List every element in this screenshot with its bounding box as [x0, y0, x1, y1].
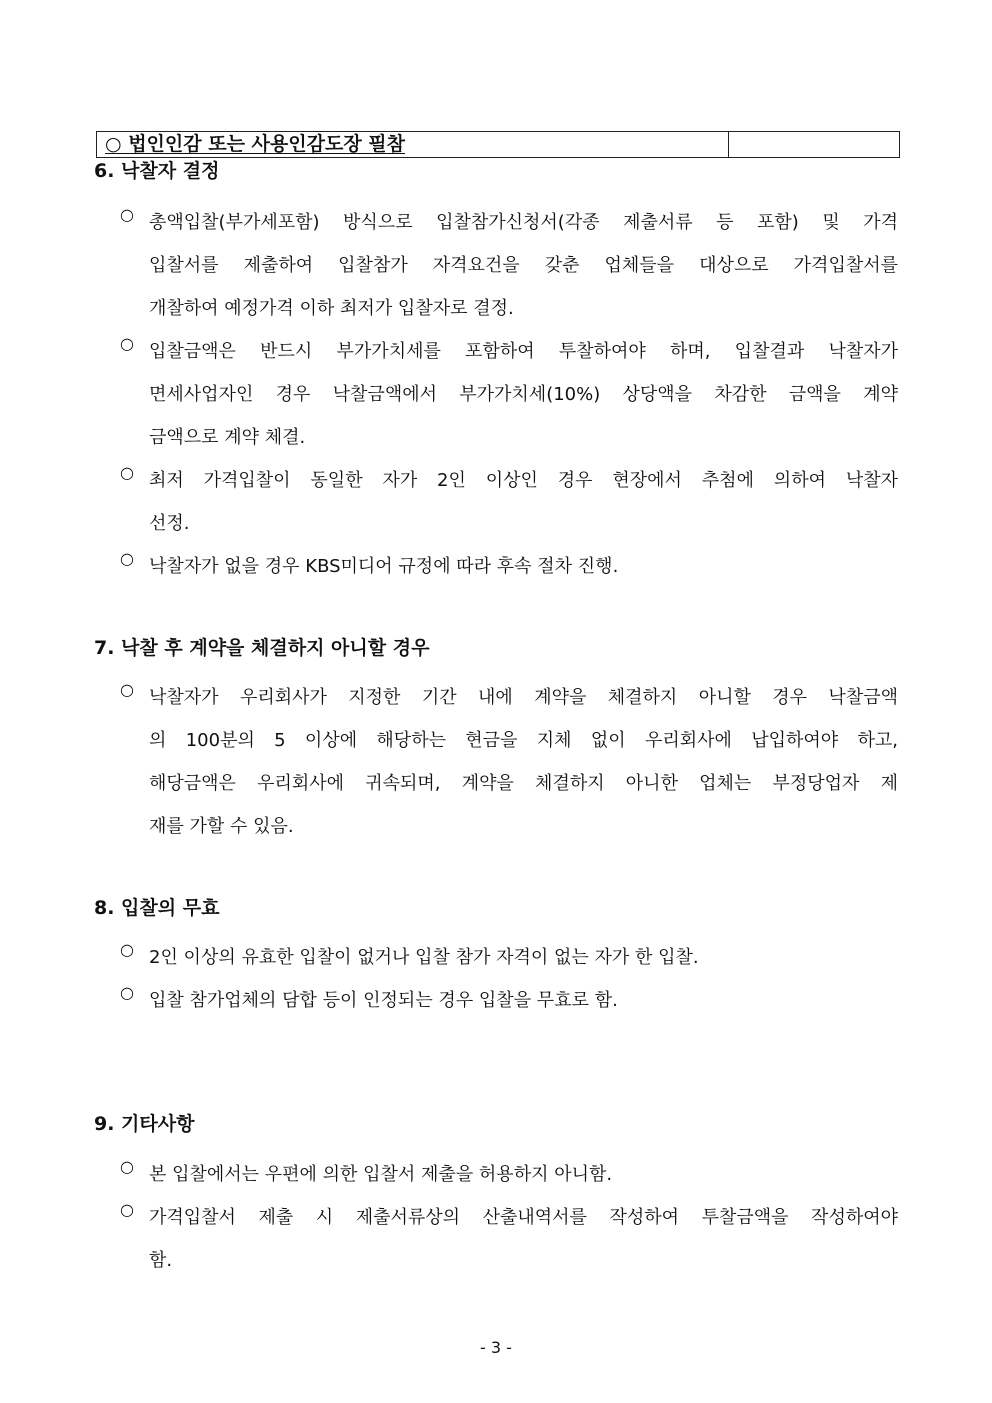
section-9-bullet-2	[120, 1196, 900, 1282]
section-9-bullet-1	[120, 1153, 900, 1196]
bullet-text	[149, 936, 898, 979]
bullet-line: 가격입찰서 제출 시 제출서류상의 산출내역서를 작성하여 투찰금액을 작성하여야	[149, 1207, 898, 1228]
requirement-table	[96, 131, 900, 158]
bullet-text	[149, 1196, 898, 1282]
bullet-line: 금액으로 계약 체결.	[149, 427, 306, 448]
bullet-mark: ○	[120, 334, 134, 353]
section-8-bullet-1	[120, 936, 900, 979]
bullet-line: 해당금액은 우리회사에 귀속되며, 계약을 체결하지 아니한 업체는 부정당업자 제	[149, 773, 898, 794]
section-8-bullet-2	[120, 979, 900, 1022]
bullet-line: 입찰서를 제출하여 입찰참가 자격요건을 갖춘 업체들을 대상으로 가격입찰서를	[149, 255, 898, 276]
bullet-line: 면세사업자인 경우 낙찰금액에서 부가가치세(10%) 상당액을 차감한 금액을 계약	[149, 384, 898, 405]
section-7-bullet-1	[120, 676, 900, 848]
bullet-mark: ○	[120, 205, 134, 224]
section-7-heading: 7. 낙찰 후 계약을 체결하지 아니할 경우	[94, 637, 430, 659]
bullet-text	[149, 1153, 898, 1196]
bullet-mark: ○	[120, 940, 134, 959]
bullet-line: 의 100분의 5 이상에 해당하는 현금을 지체 없이 우리회사에 납입하여야 하고,	[149, 730, 898, 751]
bullet-mark: ○	[120, 549, 134, 568]
bullet-mark: ○	[120, 680, 134, 699]
bullet-mark: ○	[120, 463, 134, 482]
bullet-line: 낙찰자가 없을 경우 KBS미디어 규정에 따라 후속 절차 진행.	[149, 556, 619, 577]
section-6-bullet-1	[120, 201, 900, 330]
section-6-bullet-3	[120, 459, 900, 545]
bullet-mark: ○	[120, 1200, 134, 1219]
bullet-text	[149, 330, 898, 459]
bullet-line: 최저 가격입찰이 동일한 자가 2인 이상인 경우 현장에서 추첨에 의하여 낙찰자	[149, 470, 898, 491]
bullet-text	[149, 545, 898, 588]
bullet-mark: ○	[120, 1157, 134, 1176]
bullet-line: 총액입찰(부가세포함) 방식으로 입찰참가신청서(각종 제출서류 등 포함) 및 가격	[149, 212, 898, 233]
bullet-text	[149, 459, 898, 545]
bullet-line: 선정.	[149, 513, 190, 534]
bullet-text	[149, 676, 898, 848]
bullet-text	[149, 201, 898, 330]
requirement-text: ○ 법인인감 또는 사용인감도장 필참	[105, 133, 405, 155]
section-9-heading: 9. 기타사항	[94, 1113, 195, 1135]
bullet-line: 입찰금액은 반드시 부가가치세를 포함하여 투찰하여야 하며, 입찰결과 낙찰자가	[149, 341, 898, 362]
bullet-line: 개찰하여 예정가격 이하 최저가 입찰자로 결정.	[149, 298, 514, 319]
bullet-line: 재를 가할 수 있음.	[149, 816, 294, 837]
bullet-line: 함.	[149, 1250, 173, 1271]
bullet-line: 입찰 참가업체의 담합 등이 인정되는 경우 입찰을 무효로 함.	[149, 990, 618, 1011]
page-number: - 3 -	[480, 1338, 512, 1357]
bullet-text	[149, 979, 898, 1022]
bullet-line: 2인 이상의 유효한 입찰이 없거나 입찰 참가 자격이 없는 자가 한 입찰.	[149, 947, 699, 968]
bullet-mark: ○	[120, 983, 134, 1002]
bullet-line: 낙찰자가 우리회사가 지정한 기간 내에 계약을 체결하지 아니할 경우 낙찰금액	[149, 687, 898, 708]
section-6-bullet-2	[120, 330, 900, 459]
section-6-heading: 6. 낙찰자 결정	[94, 160, 220, 182]
bullet-line: 본 입찰에서는 우편에 의한 입찰서 제출을 허용하지 아니함.	[149, 1164, 613, 1185]
requirement-cell	[97, 132, 729, 157]
section-6-bullet-4	[120, 545, 900, 588]
requirement-empty-cell	[729, 132, 899, 157]
section-8-heading: 8. 입찰의 무효	[94, 897, 220, 919]
